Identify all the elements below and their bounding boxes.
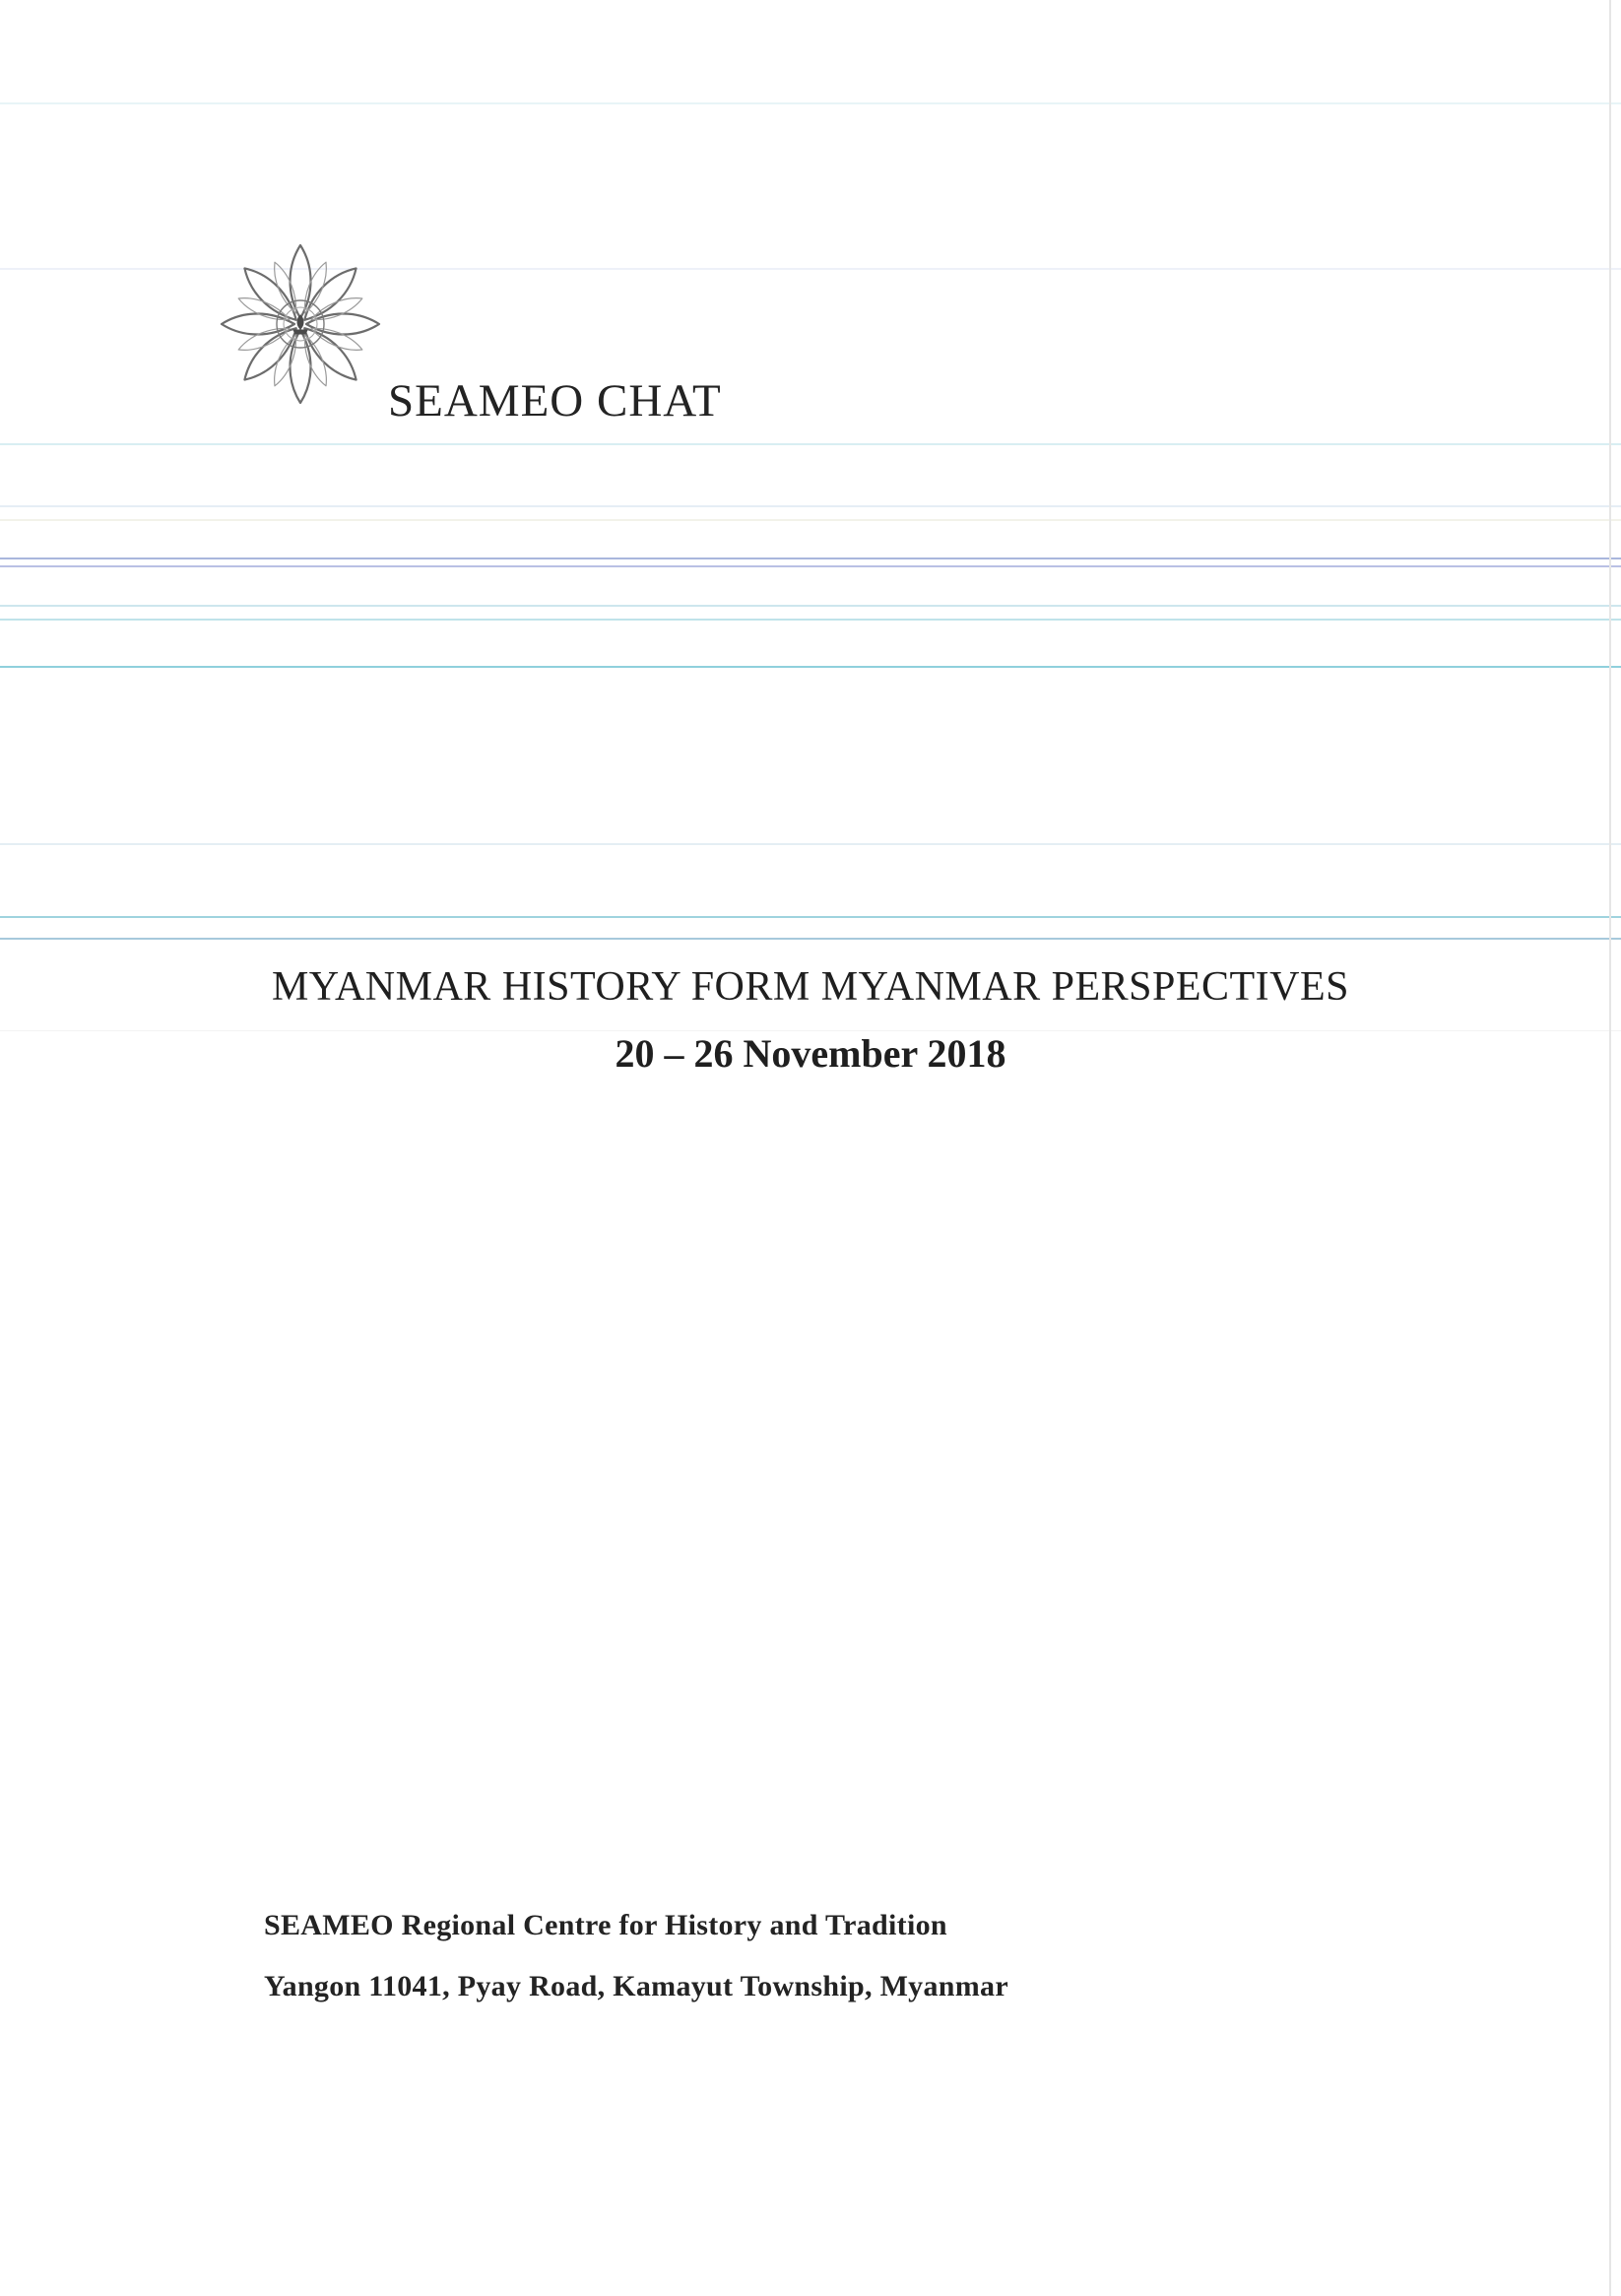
publisher-address [264, 1895, 1008, 2017]
document-date: 20 – 26 November 2018 [615, 1031, 1006, 1076]
address-line-2: Yangon 11041, Pyay Road, Kamayut Township, Myanmar [264, 1970, 1008, 2002]
rule-line [0, 843, 1621, 845]
rule-line [0, 916, 1621, 918]
rule-line [0, 666, 1621, 668]
rule-line [0, 102, 1621, 104]
rule-line [0, 443, 1621, 445]
page-edge [1609, 0, 1611, 2296]
rule-line [0, 558, 1621, 559]
rule-line [0, 565, 1621, 567]
rule-line [0, 519, 1621, 521]
rule-line [0, 619, 1621, 621]
rule-line [0, 605, 1621, 607]
rule-line [0, 938, 1621, 940]
document-title: MYANMAR HISTORY FORM MYANMAR PERSPECTIVES [271, 964, 1350, 1010]
lotus-flower-emblem-icon [211, 234, 390, 414]
address-line-1: SEAMEO Regional Centre for History and Tradition [264, 1909, 947, 1941]
org-name: SEAMEO CHAT [388, 375, 722, 426]
rule-line [0, 505, 1621, 507]
